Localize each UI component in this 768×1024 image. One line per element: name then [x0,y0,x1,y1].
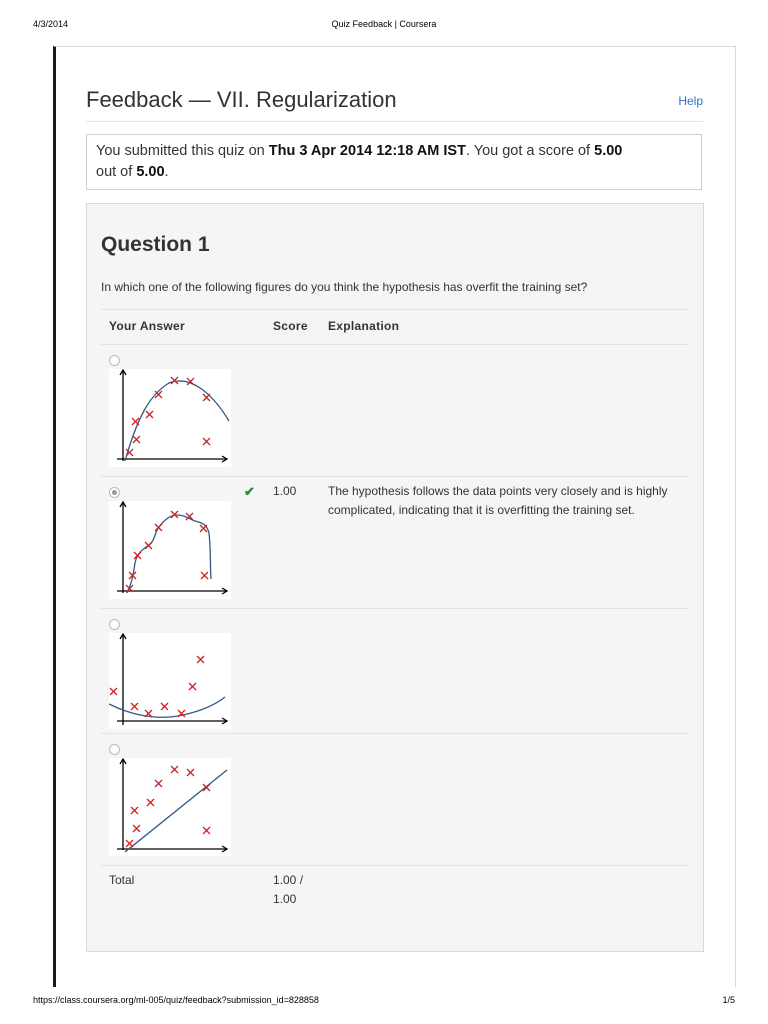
option-1-plot[interactable] [109,369,231,467]
option-1-radio[interactable] [109,355,120,366]
header-your-answer: Your Answer [109,319,185,333]
option-4-plot[interactable] [109,758,231,856]
table-top-divider [101,309,688,310]
option-2-radio[interactable] [109,487,120,498]
submission-prefix: You submitted this quiz on [96,143,269,159]
header-score: Score [273,319,308,333]
question-title: Question 1 [101,233,210,256]
header-explanation: Explanation [328,319,400,333]
submission-score: 5.00 [594,143,623,159]
row-divider-1 [101,476,688,477]
help-link[interactable]: Help [678,94,703,108]
option-2-score: 1.00 [273,484,297,498]
row-divider-2 [101,608,688,609]
print-date: 4/3/2014 [33,19,69,29]
header-divider [101,344,688,345]
submission-middle: . You got a score of [465,143,595,159]
print-title: Quiz Feedback | Coursera [331,19,437,29]
option-2-explanation: The hypothesis follows the data points very closely and is highly complicated, indicating that it is overfitting the training set. [328,484,668,517]
question-panel [86,203,704,952]
submission-suffix: . [164,164,169,180]
row-divider-4 [101,865,688,866]
row-divider-3 [101,733,688,734]
submission-summary [86,134,702,190]
option-3-radio[interactable] [109,619,120,630]
total-score-line2: 1.00 [273,892,297,906]
total-score-line1: 1.00 / [273,873,304,887]
submission-max: 5.00 [136,164,165,180]
option-3-plot[interactable] [109,633,231,729]
page-title: Feedback — VII. Regularization [86,87,397,112]
option-4-radio[interactable] [109,744,120,755]
submission-date: Thu 3 Apr 2014 12:18 AM IST [268,143,466,159]
print-page-number: 1/5 [722,995,735,1005]
check-icon: ✔ [244,484,255,499]
option-2-plot[interactable] [109,501,231,599]
print-url: https://class.coursera.org/ml-005/quiz/feedback?submission_id=828858 [33,995,319,1005]
question-text: In which one of the following figures do you think the hypothesis has overfit the training set? [101,280,588,294]
submission-out-of: out of [96,164,137,180]
title-divider [86,121,703,122]
total-label: Total [109,873,135,887]
